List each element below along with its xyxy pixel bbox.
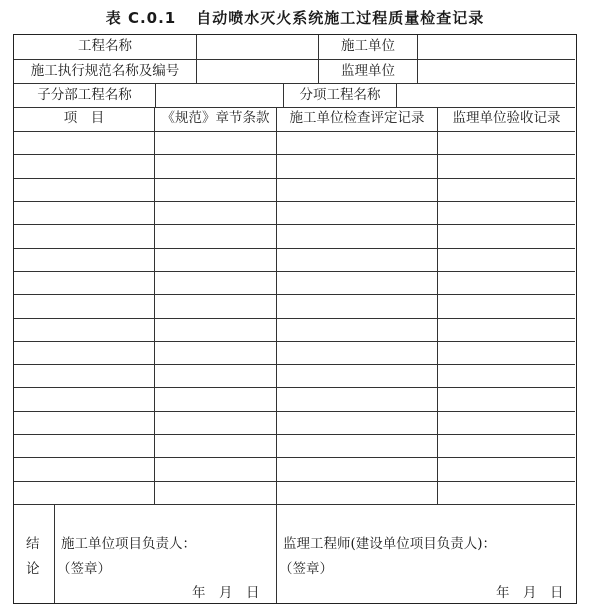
table-row-divider: [14, 318, 575, 319]
supervision-seal-label: （签章）: [279, 561, 333, 577]
sub-item-label: 分项工程名称: [299, 87, 381, 103]
table-row-divider: [14, 411, 575, 412]
col-divider: [154, 107, 155, 504]
column-header-clause: 《规范》章节条款: [161, 110, 270, 126]
project-name-label: 工程名称: [78, 38, 132, 54]
construction-unit-label: 施工单位: [341, 38, 395, 54]
project-name-value[interactable]: [197, 35, 318, 58]
table-row-divider: [14, 341, 575, 342]
standard-label: 施工执行规范名称及编号: [30, 63, 180, 79]
col-divider: [396, 83, 397, 107]
table-row-divider: [14, 387, 575, 388]
table-row-divider: [14, 434, 575, 435]
col-divider: [417, 35, 418, 83]
table-number: 表 C.0.1: [105, 9, 177, 27]
supervision-unit-label: 监理单位: [341, 63, 395, 79]
sub-item-value[interactable]: [397, 84, 575, 107]
col-divider: [437, 107, 438, 504]
col-divider: [196, 35, 197, 83]
table-row-divider: [14, 131, 575, 132]
table-row-divider: [14, 271, 575, 272]
column-header-supervision-record: 监理单位验收记录: [452, 110, 561, 126]
col-divider: [276, 107, 277, 504]
col-divider: [283, 83, 284, 107]
table-row-divider: [14, 294, 575, 295]
construction-date-label: 年 月 日: [192, 585, 260, 601]
document-title: [0, 6, 590, 30]
table-name: 自动喷水灭火系统施工过程质量检查记录: [196, 9, 485, 27]
table-row-divider: [14, 364, 575, 365]
conclusion-label-1: 结: [26, 536, 40, 552]
conclusion-label-2: 论: [26, 561, 40, 577]
column-header-item: 项 目: [63, 110, 105, 126]
inspection-record-form: [13, 34, 577, 604]
table-row-divider: [14, 178, 575, 179]
sub-division-value[interactable]: [156, 84, 283, 107]
table-row-divider: [14, 457, 575, 458]
column-header-construction-record: 施工单位检查评定记录: [289, 110, 425, 126]
construction-responsible-label: 施工单位项目负责人：: [61, 536, 196, 552]
sub-division-label: 子分部工程名称: [37, 87, 132, 103]
col-divider: [54, 504, 55, 603]
col-divider: [155, 83, 156, 107]
col-divider: [276, 504, 277, 603]
table-row-divider: [14, 154, 575, 155]
standard-value[interactable]: [197, 60, 318, 83]
supervision-responsible-label: 监理工程师(建设单位项目负责人)：: [283, 536, 497, 552]
supervision-date-label: 年 月 日: [496, 585, 564, 601]
col-divider: [318, 35, 319, 83]
construction-seal-label: （签章）: [57, 561, 111, 577]
conclusion-divider: [14, 504, 575, 505]
construction-unit-value[interactable]: [418, 35, 576, 58]
table-row-divider: [14, 224, 575, 225]
table-row-divider: [14, 481, 575, 482]
table-row-divider: [14, 248, 575, 249]
table-row-divider: [14, 201, 575, 202]
supervision-unit-value[interactable]: [418, 60, 576, 83]
